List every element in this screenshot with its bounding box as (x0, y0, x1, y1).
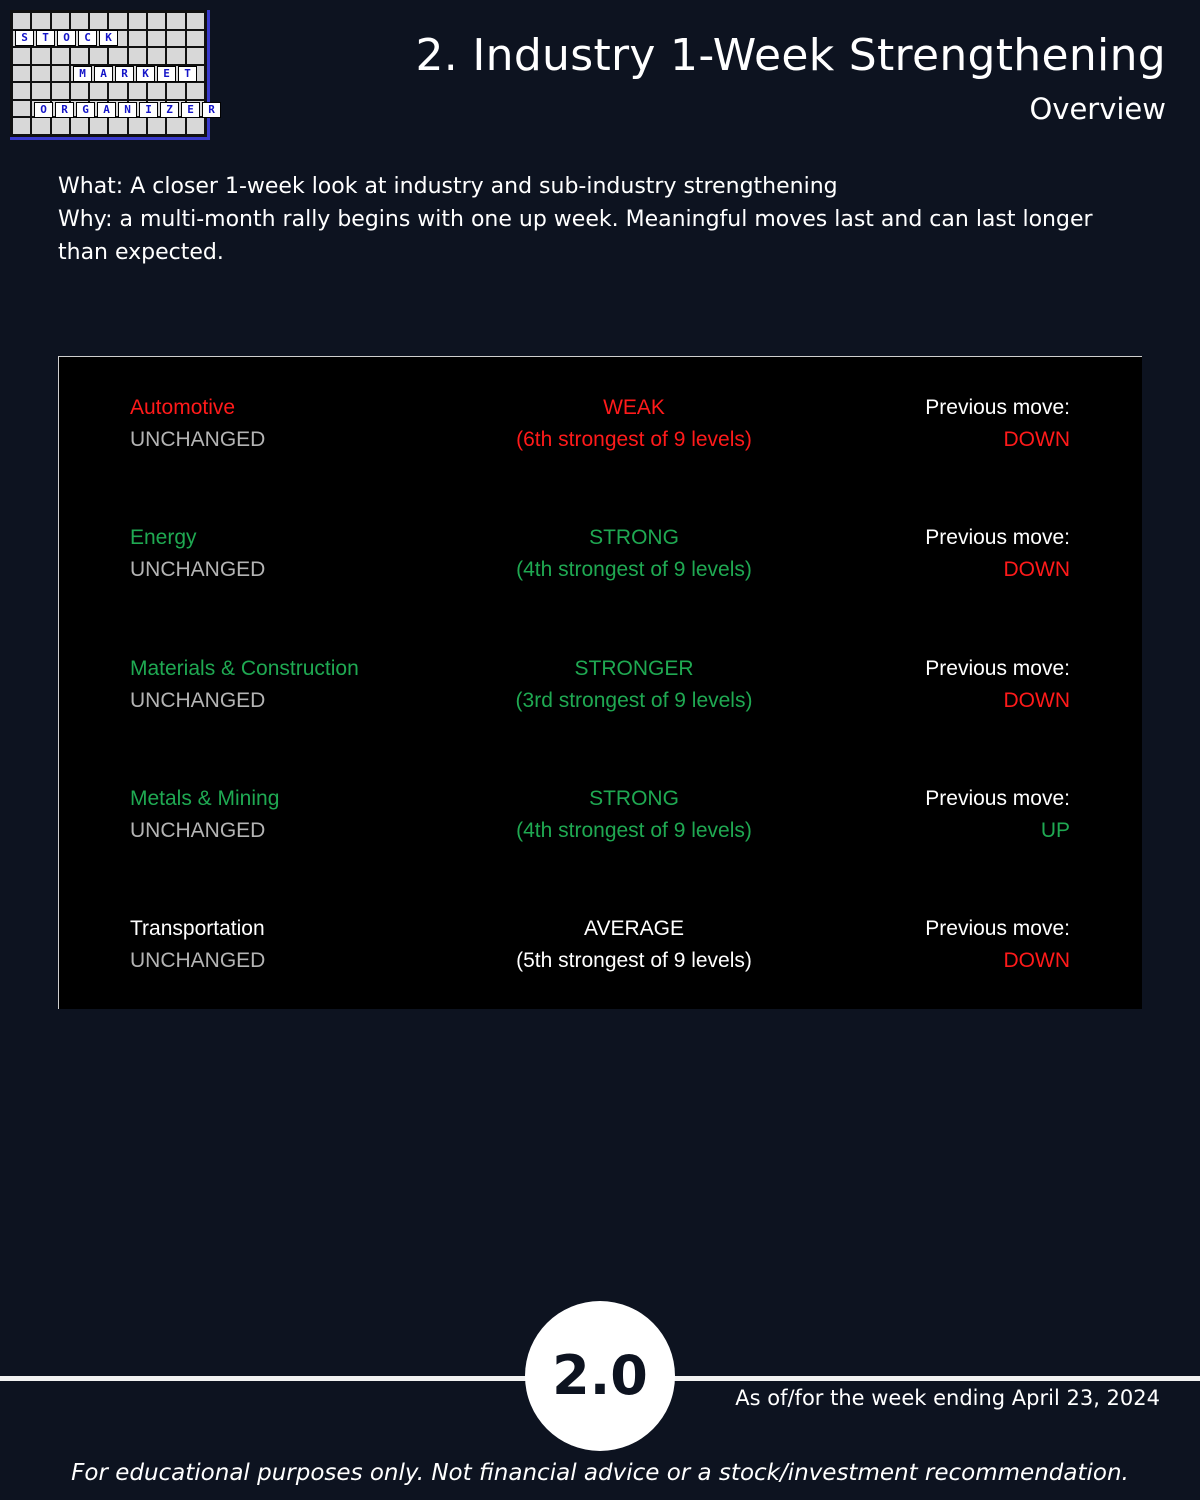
page-title: 2. Industry 1-Week Strengthening (415, 30, 1166, 81)
logo-grid-cell (13, 101, 30, 117)
logo-grid-cell (90, 48, 107, 64)
logo-letter: A (97, 102, 116, 118)
strength-level: STRONG (589, 526, 679, 549)
industry-name: Metals & Mining (130, 787, 280, 810)
stock-market-organizer-logo (10, 10, 215, 140)
logo-grid-cell (90, 83, 107, 99)
previous-move-label: Previous move: (925, 396, 1070, 419)
logo-grid-cell (187, 118, 204, 134)
industry-row (59, 653, 1142, 723)
logo-letter: M (73, 66, 92, 82)
logo-grid-cell (129, 13, 146, 29)
logo-grid-cell (52, 118, 69, 134)
industry-change: UNCHANGED (130, 949, 266, 972)
logo-grid-cell (148, 83, 165, 99)
page-subtitle: Overview (1029, 92, 1166, 126)
strength-rank: (4th strongest of 9 levels) (516, 819, 752, 842)
strength-level: STRONGER (574, 657, 694, 680)
logo-grid-cell (148, 13, 165, 29)
logo-grid-cell (148, 31, 165, 47)
logo-grid-cell (109, 83, 126, 99)
logo-letter: C (78, 30, 97, 46)
logo-grid-cell (187, 83, 204, 99)
industry-name: Materials & Construction (130, 657, 359, 680)
previous-move-label: Previous move: (925, 526, 1070, 549)
strength-level: AVERAGE (584, 917, 684, 940)
strength-rank: (6th strongest of 9 levels) (516, 428, 752, 451)
logo-grid-cell (32, 13, 49, 29)
as-of-date: As of/for the week ending April 23, 2024 (735, 1386, 1160, 1410)
logo-grid-cell (32, 66, 49, 82)
logo-grid-cell (52, 83, 69, 99)
logo-grid-cell (129, 83, 146, 99)
logo-grid-cell (52, 48, 69, 64)
logo-grid-cell (167, 83, 184, 99)
logo-letter: A (94, 66, 113, 82)
logo-letter: N (118, 102, 137, 118)
strength-rank: (5th strongest of 9 levels) (516, 949, 752, 972)
previous-move-value: DOWN (1003, 949, 1070, 972)
industry-change: UNCHANGED (130, 689, 266, 712)
logo-grid-cell (32, 48, 49, 64)
strength-rank: (4th strongest of 9 levels) (516, 558, 752, 581)
intro-why: Why: a multi-month rally begins with one up week. Meaningful moves last and can last longer than expected. (58, 207, 1093, 265)
logo-grid-cell (71, 118, 88, 134)
section-number-badge: 2.0 (525, 1301, 675, 1451)
industry-change: UNCHANGED (130, 819, 266, 842)
industry-name: Energy (130, 526, 197, 549)
logo-grid-cell (129, 118, 146, 134)
logo-grid-cell (13, 66, 30, 82)
industry-name: Automotive (130, 396, 236, 419)
logo-letter: S (15, 30, 34, 46)
logo-grid-cell (187, 48, 204, 64)
industry-row (59, 522, 1142, 592)
logo-word-organizer (34, 102, 221, 118)
previous-move-label: Previous move: (925, 787, 1070, 810)
logo-grid-cell (129, 31, 146, 47)
industry-change: UNCHANGED (130, 558, 266, 581)
logo-grid-cell (32, 83, 49, 99)
logo-grid-cell (13, 48, 30, 64)
logo-letter: O (34, 102, 53, 118)
industry-strength-panel (58, 356, 1142, 1009)
previous-move-value: DOWN (1003, 689, 1070, 712)
logo-letter: O (57, 30, 76, 46)
logo-word-stock (15, 30, 118, 46)
logo-grid-cell (32, 118, 49, 134)
logo-letter: Z (160, 102, 179, 118)
logo-grid-cell (148, 48, 165, 64)
logo-grid-cell (109, 13, 126, 29)
logo-grid-cell (109, 48, 126, 64)
previous-move-label: Previous move: (925, 917, 1070, 940)
logo-letter: R (202, 102, 221, 118)
logo-grid-cell (90, 118, 107, 134)
logo-grid-cell (167, 118, 184, 134)
logo-grid-cell (167, 48, 184, 64)
logo-grid-cell (71, 48, 88, 64)
logo-grid-cell (167, 13, 184, 29)
strength-level: STRONG (589, 787, 679, 810)
strength-level: WEAK (603, 396, 665, 419)
logo-letter: T (36, 30, 55, 46)
logo-grid-cell (109, 118, 126, 134)
logo-grid-cell (13, 83, 30, 99)
previous-move-value: DOWN (1003, 428, 1070, 451)
logo-grid-cell (71, 83, 88, 99)
logo-grid-cell (90, 13, 107, 29)
logo-letter: K (99, 30, 118, 46)
logo-grid-cell (71, 13, 88, 29)
intro-what: What: A closer 1-week look at industry and sub-industry strengthening (58, 174, 838, 199)
logo-grid-cell (129, 48, 146, 64)
previous-move-value: UP (1040, 819, 1070, 842)
logo-letter: G (76, 102, 95, 118)
intro-text (58, 170, 1138, 269)
logo-grid-cell (167, 31, 184, 47)
logo-letter: T (178, 66, 197, 82)
logo-letter: K (136, 66, 155, 82)
logo-letter: R (55, 102, 74, 118)
logo-grid-cell (13, 13, 30, 29)
previous-move-label: Previous move: (925, 657, 1070, 680)
logo-word-market (73, 66, 197, 82)
logo-grid-cell (187, 31, 204, 47)
logo-grid-cell (187, 13, 204, 29)
industry-row (59, 392, 1142, 462)
strength-rank: (3rd strongest of 9 levels) (515, 689, 753, 712)
industry-row (59, 913, 1142, 983)
logo-letter: E (181, 102, 200, 118)
logo-grid-cell (13, 118, 30, 134)
industry-row (59, 783, 1142, 853)
logo-letter: E (157, 66, 176, 82)
logo-grid-cell (52, 66, 69, 82)
disclaimer-text: For educational purposes only. Not financial advice or a stock/investment recommendation. (71, 1460, 1129, 1486)
industry-name: Transportation (130, 917, 265, 940)
logo-letter: I (139, 102, 158, 118)
logo-grid-cell (52, 13, 69, 29)
previous-move-value: DOWN (1003, 558, 1070, 581)
industry-change: UNCHANGED (130, 428, 266, 451)
logo-grid-cell (148, 118, 165, 134)
logo-letter: R (115, 66, 134, 82)
